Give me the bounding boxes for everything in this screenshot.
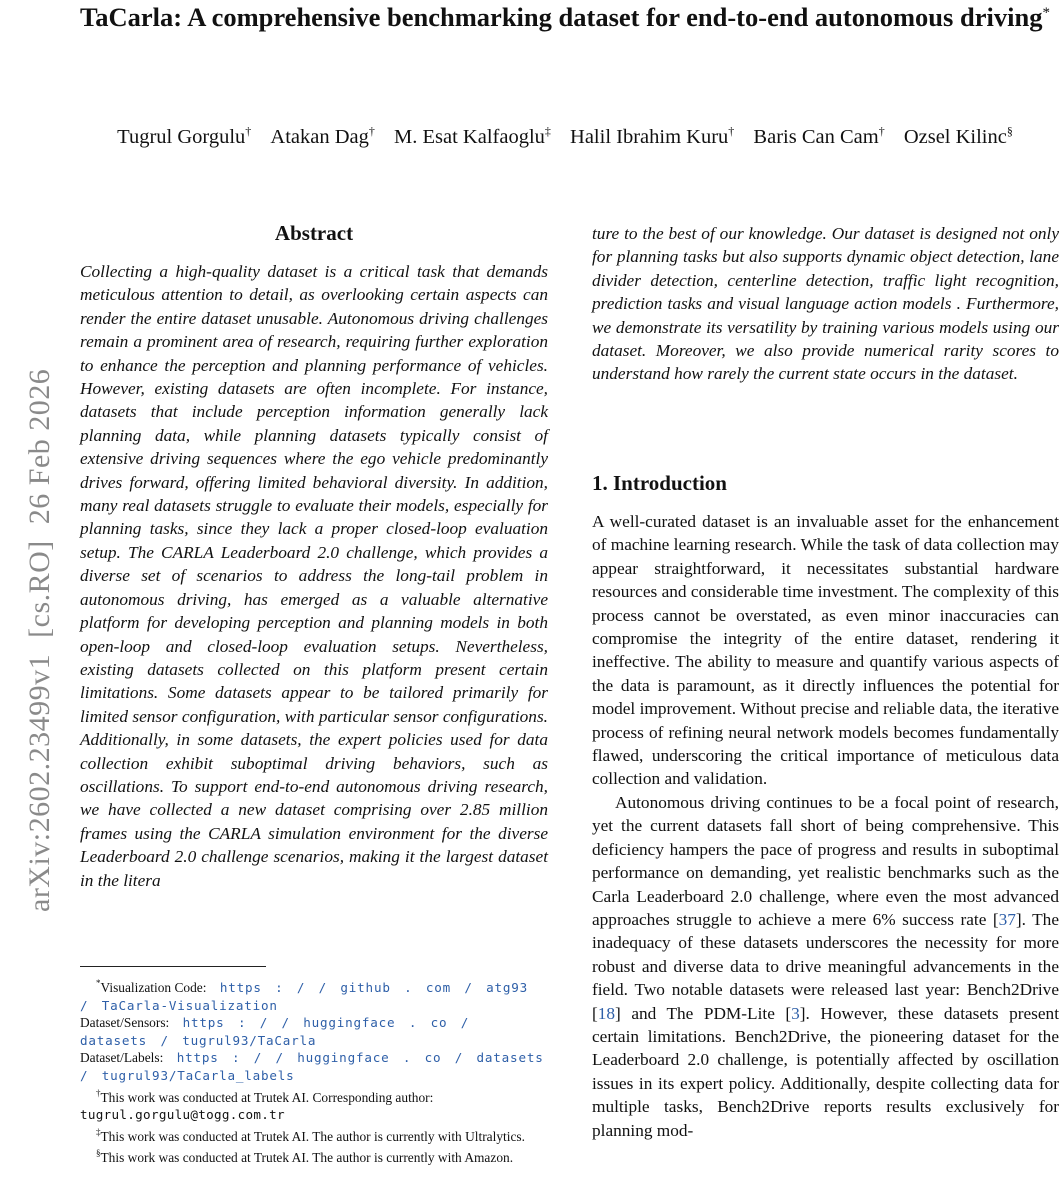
author-name: Atakan Dag bbox=[270, 126, 369, 148]
footnote-mark: † bbox=[96, 1087, 101, 1098]
left-column bbox=[80, 218, 548, 892]
footnote-mark: § bbox=[96, 1148, 101, 1159]
arxiv-identifier-stamp: arXiv:2602.23499v1 [cs.RO] 26 Feb 2026 bbox=[23, 368, 56, 912]
paragraph-text: ] and The PDM-Lite [ bbox=[615, 1003, 792, 1023]
introduction-body bbox=[592, 510, 1059, 1142]
right-column bbox=[592, 222, 1059, 1140]
citation-link[interactable]: 18 bbox=[597, 1003, 616, 1023]
dataset-labels-link[interactable]: https : / / huggingface . co / datasets / tugrul93/TaCarla_labels bbox=[80, 1050, 544, 1083]
abstract-text-left: Collecting a high-quality dataset is a critical task that demands meticulous attention to detail, as overlooking certain aspects can render the entire dataset unusable. Autonomous driving challenges remain a prominent area of research, requiring further exploration to enhance the perception and planning performance of vehicles. However, existing datasets are often incomplete. For instance, datasets that include perception information generally lack planning data, while planning datasets typically consist of extensive driving sequences where the ego vehicle predominantly drives forward, offering limited behavioral diversity. In addition, many real datasets struggle to evaluate their models, especially for planning tasks, since they lack a proper closed-loop evaluation setup. The CARLA Leaderboard 2.0 challenge, which provides a diverse set of scenarios to address the long-tail problem in autonomous driving, has emerged as a valuable alternative platform for developing perception and planning models in both open-loop and closed-loop evaluation setups. Nevertheless, existing datasets collected on this platform present certain limitations. Some datasets appear to be tailored primarily for limited sensor configuration, with particular sensor configurations. Additionally, in some datasets, the expert policies used for data collection exhibit suboptimal driving behaviors, such as oscillations. To support end-to-end autonomous driving research, we have collected a new dataset comprising over 2.85 million frames using the CARLA simulation environment for the diverse Leaderboard 2.0 challenge scenarios, making it the largest dataset in the litera bbox=[80, 262, 548, 890]
author-affiliation-mark: † bbox=[368, 124, 375, 138]
footnote-text: This work was conducted at Trutek AI. Corresponding author: bbox=[100, 1089, 434, 1105]
footnote-text: This work was conducted at Trutek AI. The author is currently with Ultralytics. bbox=[100, 1128, 525, 1144]
author-name: Ozsel Kilinc bbox=[903, 126, 1007, 148]
footnote-dataset-sensors bbox=[80, 1014, 548, 1049]
author-2 bbox=[270, 126, 374, 148]
author-name: Baris Can Cam bbox=[753, 126, 879, 148]
author-name: Halil Ibrahim Kuru bbox=[570, 126, 729, 148]
footnote-dataset-labels bbox=[80, 1049, 548, 1084]
author-affiliation-mark: ‡ bbox=[544, 124, 551, 138]
author-list bbox=[70, 116, 1060, 152]
paragraph-text: Autonomous driving continues to be a focal point of research, yet the current datasets fall short of being comprehensive. This deficiency hampers the pace of progress and results in suboptimal performance on demanding, yet realistic benchmarks such as the Carla Leaderboard 2.0 challenge, where even the most advanced approaches struggle to achieve a mere 6% success rate [ bbox=[592, 792, 1059, 929]
author-3 bbox=[394, 126, 551, 148]
footnote-label: Visualization Code: bbox=[100, 980, 207, 995]
footnote-label: Dataset/Labels: bbox=[80, 1050, 164, 1066]
abstract-text-right: ture to the best of our knowledge. Our dataset is designed not only for planning tasks but also supports dynamic object detection, lane divider detection, centerline detection, traffic light recognition, prediction tasks and visual language action models . Furthermore, we demonstrate its versatility by training various models using our dataset. Moreover, we also provide numerical rarity scores to understand how rarely the current state occurs in the dataset. bbox=[592, 224, 1059, 384]
paragraph-text: ]. However, these datasets present certain limitations. Bench2Drive, the pioneering dataset for the Leaderboard 2.0 challenge, is potentially affected by oscillation issues in its expert policy. Additionally, despite collecting data for multiple tasks, Bench2Drive reports results exclusively for planning mod- bbox=[592, 1003, 1059, 1140]
author-6 bbox=[904, 126, 1013, 148]
footnote-affiliation-ultralytics bbox=[80, 1124, 548, 1146]
author-1 bbox=[117, 126, 251, 148]
visualization-code-link[interactable]: https : / / github . com / atg93 / TaCarla-Visualization bbox=[80, 980, 529, 1013]
paragraph-text: ]. The inadequacy of these datasets underscores the necessity for more robust and diverse data to drive meaningful advancements in the field. Two notable datasets were released last year: Bench2Drive [ bbox=[592, 909, 1059, 1023]
author-affiliation-mark: § bbox=[1006, 124, 1013, 138]
footnote-mark: ‡ bbox=[96, 1126, 101, 1137]
footnotes bbox=[80, 966, 548, 1167]
author-affiliation-mark: † bbox=[728, 124, 735, 138]
introduction-paragraph-1: A well-curated dataset is an invaluable asset for the enhancement of machine learning research. While the task of data collection may appear straightforward, it necessitates substantial hardware resources and considerable time investment. The complexity of this process cannot be overstated, as even minor inaccuracies can compromise the integrity of the entire dataset, rendering it ineffective. The ability to measure and quantify various aspects of the data is paramount, as it directly influences the potential for model improvement. Without precise and reliable data, the iterative process of refining neural network models becomes fundamentally flawed, underscoring the critical importance of meticulous data collection and validation. bbox=[592, 512, 1059, 789]
footnote-affiliation-amazon bbox=[80, 1145, 548, 1167]
paper-title-text: TaCarla: A comprehensive benchmarking dataset for end-to-end autonomous driving bbox=[80, 2, 1043, 32]
citation-link[interactable]: 37 bbox=[998, 909, 1016, 929]
paper-title bbox=[70, 0, 1060, 36]
abstract-heading: Abstract bbox=[274, 221, 354, 245]
footnote-visualization-code bbox=[80, 975, 548, 1014]
author-email[interactable]: tugrul.gorgulu@togg.com.tr bbox=[80, 1107, 285, 1123]
dataset-sensors-link[interactable]: https : / / huggingface . co / datasets / tugrul93/TaCarla bbox=[80, 1015, 470, 1048]
title-footnote-mark: * bbox=[1042, 5, 1050, 21]
author-5 bbox=[753, 126, 884, 148]
introduction-paragraph-2 bbox=[592, 791, 1059, 1142]
footnote-corresponding-author bbox=[80, 1085, 548, 1124]
introduction-heading: 1. Introduction bbox=[592, 471, 727, 495]
footnote-mark: * bbox=[96, 978, 101, 988]
footnote-text: This work was conducted at Trutek AI. The author is currently with Amazon. bbox=[100, 1150, 514, 1166]
author-name: M. Esat Kalfaoglu bbox=[394, 126, 545, 148]
author-4 bbox=[570, 126, 734, 148]
citation-link[interactable]: 3 bbox=[791, 1003, 800, 1023]
footnote-label: Dataset/Sensors: bbox=[80, 1015, 170, 1031]
footnote-divider bbox=[80, 966, 266, 967]
author-affiliation-mark: † bbox=[878, 124, 885, 138]
author-affiliation-mark: † bbox=[245, 124, 252, 138]
author-name: Tugrul Gorgulu bbox=[117, 126, 246, 148]
